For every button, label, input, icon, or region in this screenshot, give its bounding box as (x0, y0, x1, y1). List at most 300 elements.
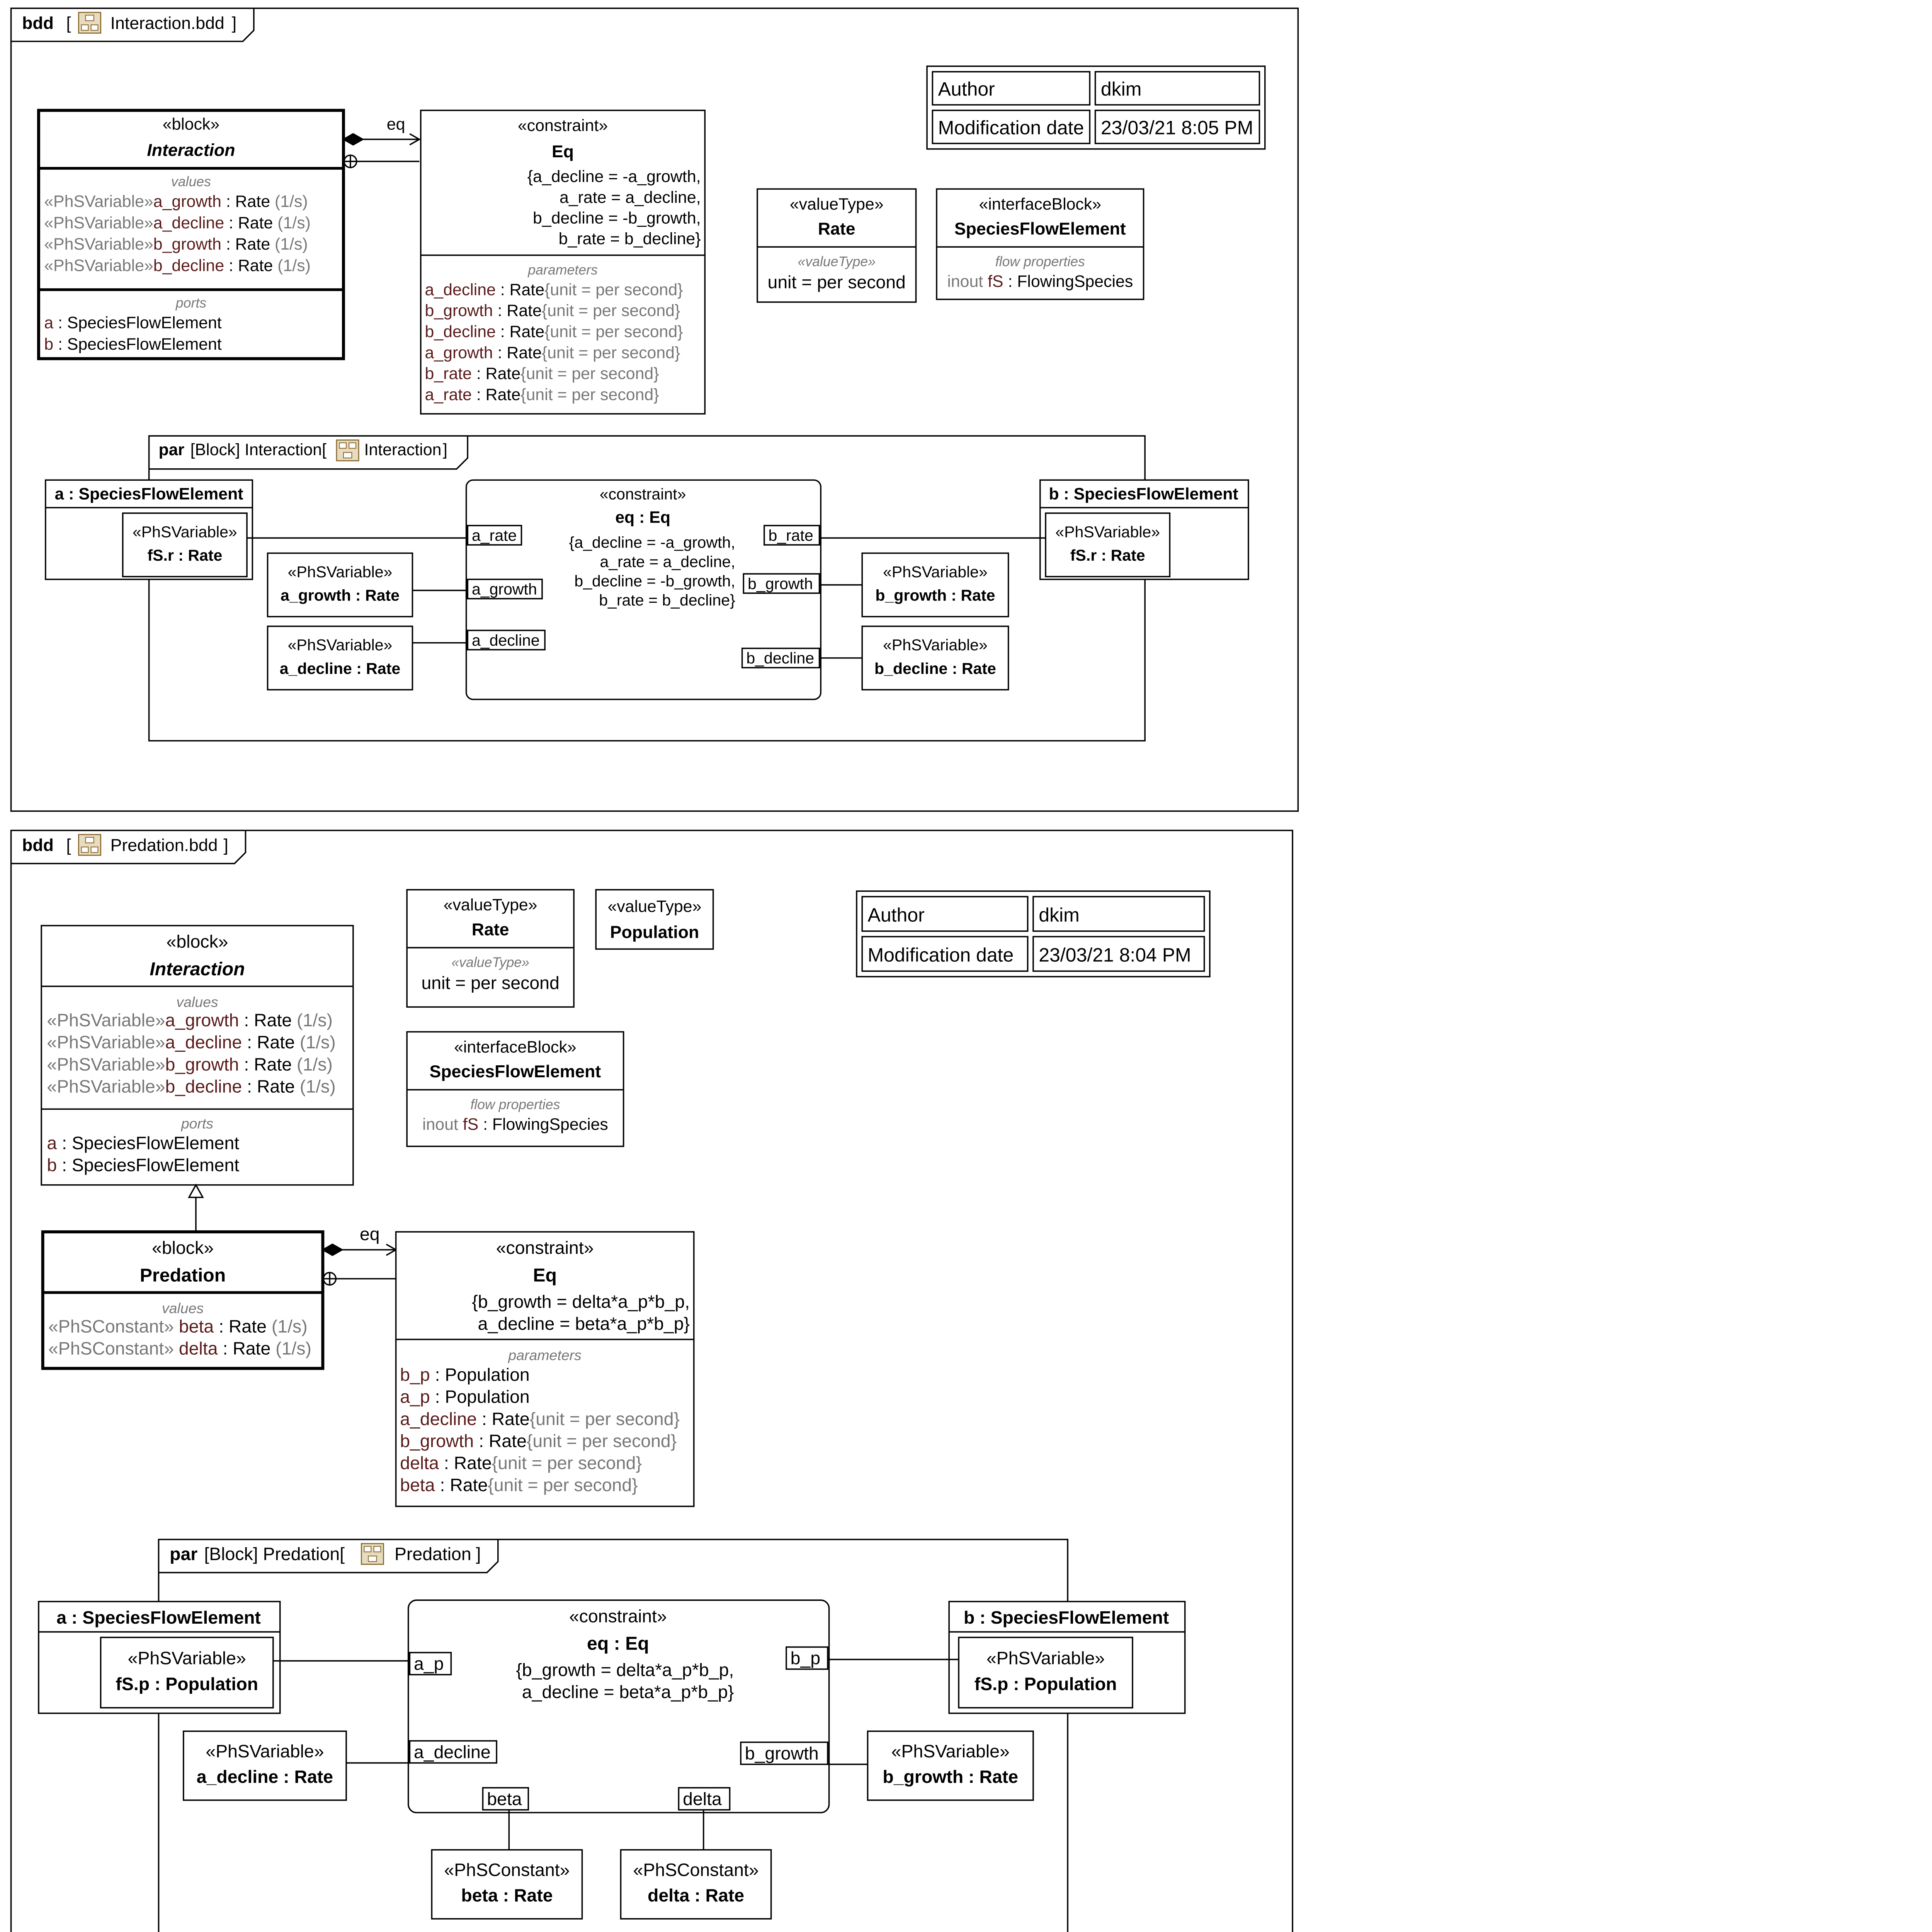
beta-property-name (461, 1885, 553, 1905)
text-segment: a_rate = a_decline, (560, 188, 701, 207)
text-segment: Modification date (938, 117, 1084, 139)
text-segment: «interfaceBlock» (454, 1037, 577, 1056)
constraint-parameter (425, 281, 683, 299)
text-segment: ] (223, 836, 228, 855)
text-segment: fS.r : Rate (1070, 546, 1145, 565)
text-segment: a_growth (153, 192, 221, 211)
a-growth-property-name (281, 587, 400, 604)
a-decline-property-stereotype (288, 636, 393, 654)
composition-diamond (344, 134, 363, 145)
text-segment: «PhSVariable» (47, 1010, 165, 1031)
text-segment: «PhSVariable» (1055, 523, 1160, 541)
value-property (47, 1076, 335, 1096)
a-decline-property-name (197, 1767, 333, 1787)
text-segment: «constraint» (496, 1238, 594, 1258)
text-segment: b_rate = b_decline} (599, 591, 735, 609)
text-segment: eq : Eq (587, 1633, 649, 1654)
parametric-diagram-icon (349, 443, 356, 448)
block-stereotype (163, 115, 220, 134)
text-segment: Rate (471, 920, 509, 939)
text-segment: «PhSConstant» (48, 1316, 174, 1337)
text-segment: Eq (533, 1265, 557, 1286)
text-segment: fS (463, 1115, 479, 1134)
text-segment: values (171, 173, 211, 189)
constraint-expression (560, 188, 701, 207)
block-stereotype (167, 932, 228, 952)
association-role-label (360, 1224, 380, 1244)
constraint-name (533, 1265, 557, 1286)
text-segment: b_growth (153, 235, 221, 254)
values-header (176, 994, 218, 1010)
text-segment: [ (66, 14, 71, 33)
text-segment: flow properties (470, 1097, 560, 1112)
text-segment: fS.p : Population (116, 1674, 259, 1694)
text-segment: [ (66, 836, 71, 855)
text-segment: (1/s) (292, 1054, 333, 1075)
text-segment: : Rate (221, 235, 270, 254)
port-b-growth-label (748, 575, 813, 592)
parametric-diagram-icon (374, 1546, 381, 1552)
frame-prefix (204, 1544, 345, 1564)
frame-kind (22, 14, 54, 33)
flow-property (947, 272, 1133, 291)
port-b-rate-label (768, 526, 813, 544)
text-segment: ] (442, 440, 447, 459)
text-segment: Predation.bdd (110, 836, 218, 855)
text-segment: (1/s) (270, 1338, 311, 1359)
text-segment: (1/s) (294, 1076, 336, 1097)
text-segment: a_decline (414, 1742, 491, 1762)
text-segment: «PhSVariable» (44, 235, 153, 254)
text-segment: {unit = per second} (492, 1453, 642, 1473)
text-segment: (1/s) (270, 235, 308, 254)
unit-property (421, 973, 559, 993)
part-b-property-stereotype (1055, 523, 1160, 541)
text-segment: a : SpeciesFlowElement (56, 1607, 261, 1628)
part-b-property-name (1070, 546, 1145, 564)
text-segment: delta (683, 1789, 722, 1809)
text-segment: fS (988, 272, 1003, 291)
text-segment: «constraint» (599, 485, 686, 503)
section-header (470, 1097, 560, 1112)
text-segment: b_growth : Rate (875, 586, 995, 604)
text-segment: Interaction (147, 141, 235, 160)
text-segment: {unit = per second} (544, 322, 683, 341)
part-a-property-name (116, 1674, 258, 1694)
association-role-label (387, 115, 405, 134)
b-growth-property-name (883, 1767, 1018, 1787)
text-segment: b_p (400, 1364, 430, 1385)
modification-date-label (938, 117, 1084, 138)
beta-property-stereotype (444, 1860, 570, 1880)
text-segment: ports (175, 295, 207, 311)
text-segment: {b_growth = delta*a_p*b_p, (516, 1660, 734, 1680)
text-segment: inout (422, 1115, 463, 1134)
text-segment: : Population (430, 1386, 530, 1407)
text-segment: «PhSVariable» (891, 1741, 1010, 1762)
text-segment: a_growth : Rate (281, 586, 400, 604)
text-segment: : SpeciesFlowElement (57, 1155, 240, 1175)
text-segment: {unit = per second} (541, 343, 680, 362)
frame-bracket (66, 14, 71, 33)
text-segment: (1/s) (273, 213, 311, 232)
constraint-property-name (587, 1633, 649, 1654)
text-segment: : Rate (493, 343, 542, 362)
text-segment: «PhSConstant» (444, 1860, 570, 1880)
composition-diamond (323, 1244, 342, 1255)
text-segment: a_growth (471, 580, 537, 598)
value-property (48, 1338, 311, 1359)
frame-bracket (66, 836, 71, 855)
valuetype-name (610, 923, 699, 942)
text-segment: eq : Eq (615, 508, 671, 527)
text-segment: (1/s) (270, 192, 308, 211)
constraint-property-stereotype (600, 485, 686, 503)
text-segment: a_decline : Rate (196, 1767, 333, 1787)
port-property (47, 1133, 239, 1153)
text-segment: b (47, 1155, 57, 1175)
b-growth-property-stereotype (883, 563, 988, 581)
eq-constraint-property[interactable] (408, 1600, 829, 1813)
b-decline-property-name (874, 660, 996, 677)
parameters-header (527, 262, 598, 277)
part-b-property-name (975, 1674, 1117, 1694)
author-label (868, 904, 925, 926)
text-segment: b_growth (747, 575, 813, 593)
value-property (44, 192, 308, 211)
constraint-property-expression (516, 1660, 734, 1680)
text-segment: dkim (1100, 78, 1142, 100)
constraint-parameter (425, 344, 680, 362)
text-segment: «PhSVariable» (883, 636, 988, 654)
text-segment: «constraint» (517, 116, 608, 135)
text-segment: unit = per second (767, 272, 906, 293)
value-property (47, 1032, 335, 1052)
text-segment: {unit = per second} (526, 1430, 677, 1451)
constraint-parameter (400, 1475, 638, 1495)
frame-title (111, 836, 218, 855)
constraint-stereotype (496, 1238, 594, 1258)
text-segment: (1/s) (273, 256, 311, 275)
block-name (147, 141, 235, 160)
port-b-p-label (791, 1648, 820, 1668)
author-label (938, 78, 995, 100)
values-header (171, 174, 211, 189)
text-segment: : Rate (242, 1076, 295, 1097)
text-segment: b_p (790, 1648, 821, 1668)
part-a-name (55, 485, 243, 503)
text-segment: «PhSConstant» (48, 1338, 174, 1359)
constraint-property-expression (569, 533, 735, 551)
text-segment: «valueType» (451, 954, 529, 970)
a-decline-property-name (280, 660, 401, 677)
text-segment: «PhSVariable» (44, 256, 153, 275)
parametric-diagram-icon (364, 1546, 371, 1552)
port-a-decline-label (472, 631, 540, 649)
text-segment: «PhSVariable» (287, 636, 393, 654)
text-segment: delta : Rate (647, 1885, 745, 1906)
part-a-property-stereotype (128, 1648, 246, 1668)
text-segment: inout (947, 272, 988, 291)
text-segment: a_decline = beta*a_p*b_p} (522, 1682, 734, 1702)
text-segment: «block» (162, 115, 220, 134)
text-segment: beta (174, 1316, 214, 1337)
text-segment: fS.r : Rate (147, 546, 223, 565)
constraint-property-expression (522, 1682, 734, 1702)
valuetype-name (818, 219, 855, 238)
a-growth-property-stereotype (288, 563, 393, 581)
text-segment: a_p (414, 1653, 444, 1674)
text-segment: : FlowingSpecies (1003, 272, 1133, 291)
b-growth-property-name (875, 587, 995, 604)
text-segment: : Rate (224, 256, 273, 275)
text-segment: b_decline : Rate (874, 659, 996, 677)
text-segment: b_growth (425, 301, 493, 320)
text-segment: b : SpeciesFlowElement (1049, 485, 1238, 503)
text-segment: SpeciesFlowElement (954, 219, 1126, 238)
text-segment: : SpeciesFlowElement (53, 335, 222, 354)
value-property (44, 235, 308, 253)
text-segment: «PhSVariable» (206, 1741, 324, 1762)
text-segment: : Rate (471, 385, 521, 404)
text-segment: b_rate (768, 526, 813, 544)
text-segment: «valueType» (443, 896, 537, 915)
part-a-property-name (147, 546, 222, 564)
constraint-parameter (400, 1409, 680, 1429)
text-segment: : Rate (218, 1338, 271, 1359)
interface-name (954, 219, 1126, 238)
text-segment: : Rate (493, 301, 542, 320)
constraint-parameter (425, 323, 683, 341)
text-segment: b_decline (746, 649, 815, 667)
text-segment: {unit = per second} (544, 280, 683, 299)
modification-date-label (868, 944, 1014, 966)
text-segment: flow properties (995, 254, 1085, 270)
port-beta-label (487, 1789, 522, 1809)
text-segment: Interaction (150, 958, 245, 980)
frame-bracket (476, 1544, 481, 1564)
diagram-type-icon (82, 25, 88, 30)
text-segment: «PhSVariable» (883, 563, 988, 581)
text-segment: a_decline : Rate (279, 659, 401, 677)
text-segment: a (47, 1133, 57, 1153)
unit-property (768, 272, 906, 292)
frame-bracket (232, 14, 236, 33)
port-a-p-label (414, 1653, 444, 1673)
text-segment: : FlowingSpecies (478, 1115, 608, 1134)
text-segment: parameters (528, 262, 598, 278)
constraint-parameter (400, 1431, 677, 1451)
text-segment: delta (400, 1453, 439, 1473)
constraint-parameter (425, 301, 680, 320)
constraint-expression (527, 167, 701, 186)
frame-bracket (223, 836, 228, 855)
constraint-property-expression (599, 591, 735, 609)
port-b-growth-label (745, 1743, 819, 1764)
text-segment: Predation (139, 1265, 226, 1286)
text-segment: beta : Rate (461, 1885, 553, 1906)
constraint-parameter (400, 1365, 529, 1385)
text-segment: : SpeciesFlowElement (57, 1133, 240, 1153)
constraint-name (552, 142, 574, 161)
b-growth-property-stereotype (891, 1741, 1010, 1761)
text-segment: {a_decline = -a_growth, (569, 533, 735, 551)
constraint-parameter (425, 364, 659, 383)
valuetype-stereotype (444, 896, 537, 914)
value-property (47, 1010, 333, 1030)
text-segment: [Block] Interaction[ (190, 440, 327, 459)
text-segment: «constraint» (569, 1606, 667, 1626)
text-segment: «PhSVariable» (287, 563, 393, 581)
section-header (995, 254, 1085, 269)
text-segment: a_growth (165, 1010, 239, 1031)
text-segment: Rate (818, 219, 855, 238)
text-segment: ports (181, 1115, 214, 1132)
text-segment: beta (487, 1789, 522, 1809)
text-segment: «PhSVariable» (47, 1054, 165, 1075)
text-segment: «block» (152, 1238, 214, 1258)
ports-header (175, 295, 206, 311)
parametric-diagram-icon (368, 1556, 376, 1561)
text-segment: a_growth (425, 343, 493, 362)
frame-title (111, 14, 224, 33)
port-a-rate-label (472, 526, 517, 544)
text-segment: ] (476, 1544, 481, 1564)
frame-title (395, 1544, 471, 1564)
delta-property-name (648, 1885, 744, 1905)
text-segment: Population (610, 923, 699, 942)
text-segment: {unit = per second} (520, 364, 659, 383)
part-a-property-stereotype (133, 523, 237, 541)
generalization-arrowhead (189, 1185, 203, 1197)
text-segment: values (162, 1300, 204, 1316)
diagram-type-icon (91, 25, 98, 30)
part-a-name (56, 1607, 261, 1628)
text-segment: b_decline = -b_growth, (533, 209, 701, 228)
modification-date-value (1101, 117, 1253, 138)
text-segment: unit = per second (421, 973, 560, 993)
text-segment: bdd (22, 14, 54, 33)
constraint-stereotype (518, 116, 608, 135)
text-segment: {unit = per second} (488, 1475, 638, 1495)
text-segment: Modification date (867, 944, 1014, 966)
value-property (47, 1054, 333, 1074)
block-stereotype (152, 1238, 214, 1258)
text-segment: «PhSVariable» (128, 1648, 246, 1668)
constraint-property-expression (574, 572, 735, 590)
text-segment: b_decline = -b_growth, (574, 572, 735, 590)
text-segment: «PhSVariable» (44, 192, 153, 211)
part-b-name (964, 1607, 1169, 1628)
text-segment: «PhSVariable» (44, 213, 153, 232)
text-segment: eq (359, 1224, 380, 1244)
text-segment: a_decline = beta*a_p*b_p} (478, 1313, 690, 1334)
text-segment: {b_growth = delta*a_p*b_p, (472, 1291, 690, 1312)
frame-kind (22, 836, 54, 855)
b-decline-property-stereotype (883, 636, 988, 654)
diagram-content (11, 8, 1298, 1932)
text-segment: a_rate = a_decline, (600, 553, 735, 571)
text-segment: Author (938, 78, 995, 100)
interface-name (430, 1062, 601, 1081)
text-segment: b_decline (425, 322, 496, 341)
constraint-parameter (400, 1453, 642, 1473)
text-segment: : Rate (435, 1475, 488, 1495)
text-segment: : Rate (214, 1316, 267, 1337)
text-segment: : Rate (474, 1430, 527, 1451)
frame-bracket (443, 440, 447, 459)
port-a-decline-label (414, 1742, 491, 1762)
text-segment: : Rate (439, 1453, 492, 1473)
text-segment: a_p (400, 1386, 430, 1407)
text-segment: 23/03/21 8:04 PM (1039, 944, 1191, 966)
text-segment: : Rate (239, 1010, 292, 1031)
text-segment: eq (386, 115, 405, 134)
text-segment: : SpeciesFlowElement (53, 313, 222, 332)
text-segment: (1/s) (292, 1010, 333, 1031)
text-segment: : Rate (221, 192, 270, 211)
text-segment: Eq (552, 142, 574, 161)
valuetype-stereotype (790, 195, 884, 214)
diagram-type-icon (85, 15, 94, 20)
frame-title (364, 440, 441, 459)
text-segment: : Rate (471, 364, 521, 383)
parameters-header (508, 1347, 582, 1363)
port-property (44, 335, 222, 354)
constraint-parameter (425, 385, 659, 404)
text-segment: b_decline (153, 256, 224, 275)
text-segment: «PhSVariable» (132, 523, 237, 541)
text-segment: a (44, 313, 54, 332)
value-property (44, 257, 311, 275)
text-segment: Predation (395, 1544, 471, 1564)
valuetype-name (472, 920, 509, 939)
text-segment: {unit = per second} (520, 385, 659, 404)
text-segment: ] (231, 14, 237, 33)
constraint-property-name (615, 508, 670, 527)
text-segment: a_decline (153, 213, 224, 232)
a-decline-property-stereotype (206, 1741, 324, 1761)
constraint-expression (533, 209, 701, 227)
text-segment: «valueType» (607, 897, 702, 916)
text-segment: parameters (508, 1347, 582, 1364)
text-segment: b_growth (165, 1054, 239, 1075)
parametric-diagram-icon (339, 443, 346, 448)
value-property (44, 214, 311, 232)
text-segment: b_growth (400, 1430, 474, 1451)
frame-kind (170, 1544, 197, 1564)
text-segment: b_rate (425, 364, 472, 383)
text-segment: (1/s) (266, 1316, 308, 1337)
text-segment: a_decline (400, 1408, 477, 1429)
port-property (44, 314, 222, 332)
text-segment: Author (867, 904, 925, 926)
interface-stereotype (454, 1038, 577, 1056)
text-segment: par (170, 1544, 198, 1564)
block-name (150, 959, 245, 980)
part-b-property-stereotype (986, 1648, 1105, 1668)
text-segment: : Rate (476, 1408, 530, 1429)
text-segment: SpeciesFlowElement (429, 1062, 601, 1082)
text-segment: {unit = per second} (541, 301, 680, 320)
parametric-diagram-icon (344, 452, 352, 458)
ports-header (181, 1115, 213, 1131)
author-value (1101, 78, 1142, 100)
text-segment: a_decline (471, 631, 540, 649)
text-segment: b_growth : Rate (883, 1767, 1019, 1787)
text-segment: (1/s) (294, 1032, 336, 1053)
valuetype-stereotype (608, 897, 702, 916)
